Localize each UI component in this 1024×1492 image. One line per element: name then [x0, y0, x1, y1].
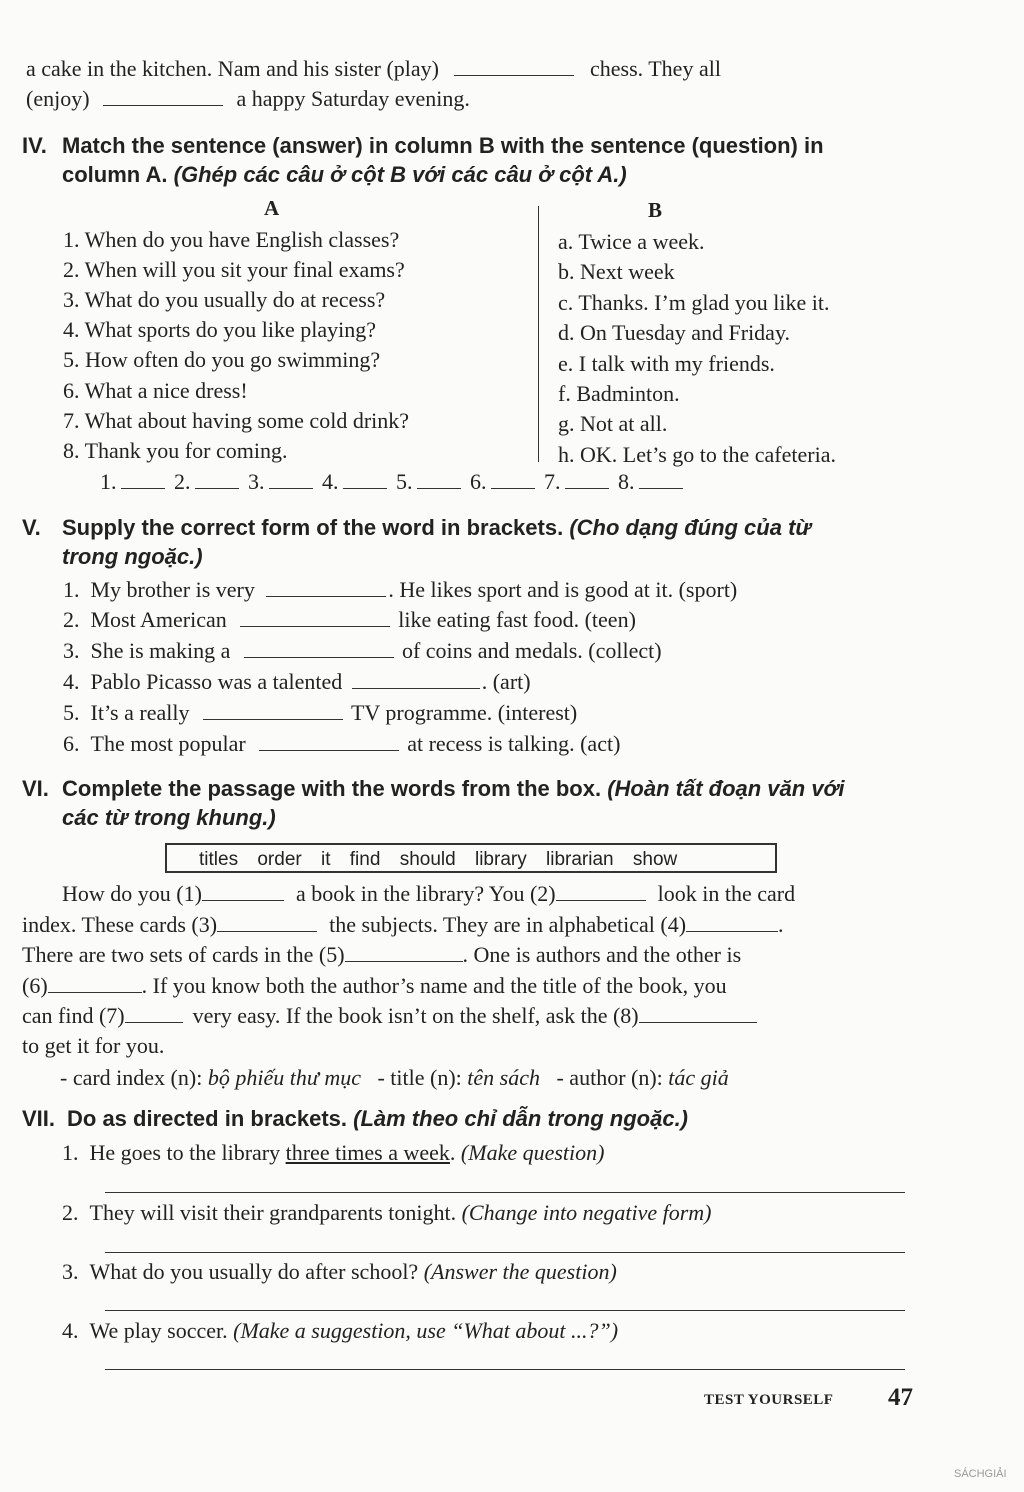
intro-line-2: (enjoy) a happy Saturday evening. [26, 86, 470, 111]
section-vi-heading: VI. Complete the passage with the words from the box. (Hoàn tất đoạn văn với các từ trong khung.) [22, 776, 845, 830]
answer-blank[interactable] [491, 470, 535, 489]
blank[interactable] [202, 882, 284, 901]
passage-line: index. These cards (3) the subjects. They are in alphabetical (4) . [22, 912, 784, 937]
box-word: titles [199, 849, 239, 870]
box-word: library [474, 849, 527, 870]
blank[interactable] [345, 943, 463, 962]
passage-line: to get it for you. [22, 1033, 165, 1058]
blank[interactable] [454, 57, 574, 76]
answer-line[interactable] [105, 1252, 905, 1253]
blank[interactable] [240, 608, 390, 627]
b-item: a. Twice a week. [558, 229, 705, 254]
intro-line-1: a cake in the kitchen. Nam and his sister (play) chess. They all [26, 56, 721, 81]
blank[interactable] [266, 578, 386, 597]
a-item: 2. When will you sit your final exams? [63, 257, 405, 282]
box-word: find [349, 849, 381, 870]
answer-blank[interactable] [565, 470, 609, 489]
box-word: order [257, 849, 302, 870]
word-form-item: 3. She is making a of coins and medals. (collect) [63, 638, 662, 663]
answer-blank[interactable] [343, 470, 387, 489]
column-a-header: A [264, 196, 280, 220]
directed-item: 4. We play soccer. (Make a suggestion, use “What about ...?”) [62, 1318, 619, 1343]
b-item: b. Next week [558, 259, 675, 284]
directed-item: 1. He goes to the library three times a week. (Make question) [62, 1140, 605, 1165]
word-form-item: 2. Most American like eating fast food. (teen) [63, 607, 636, 632]
section-vii-heading: VII. Do as directed in brackets. (Làm theo chỉ dẫn trong ngoặc.) [22, 1106, 689, 1131]
a-item: 7. What about having some cold drink? [63, 408, 410, 433]
a-item: 1. When do you have English classes? [63, 227, 400, 252]
word-box [165, 843, 777, 873]
section-iv-heading: IV. Match the sentence (answer) in column B with the sentence (question) in column A. (Ghép các câu ở cột B với các câu ở cột A.) [22, 133, 824, 187]
a-item: 6. What a nice dress! [63, 378, 248, 403]
box-word: should [399, 849, 456, 870]
footer-label: TEST YOURSELF [704, 1392, 834, 1408]
box-word: librarian [546, 849, 614, 870]
box-word: show [632, 849, 678, 870]
a-item: 5. How often do you go swimming? [63, 347, 381, 372]
b-item: h. OK. Let’s go to the cafeteria. [558, 442, 836, 467]
section-v-heading: V. Supply the correct form of the word in brackets. (Cho dạng đúng của từ trong ngoặc.) [22, 515, 812, 569]
blank[interactable] [556, 882, 646, 901]
word-form-item: 5. It’s a really TV programme. (interest) [63, 700, 578, 725]
blank[interactable] [639, 1004, 757, 1023]
blank[interactable] [103, 87, 223, 106]
b-item: d. On Tuesday and Friday. [558, 320, 791, 345]
page-number: 47 [888, 1384, 913, 1411]
passage-line: (6) . If you know both the author’s name and the title of the book, you [22, 973, 727, 998]
blank[interactable] [259, 732, 399, 751]
blank[interactable] [217, 913, 317, 932]
blank[interactable] [352, 670, 480, 689]
blank[interactable] [48, 974, 142, 993]
passage-line: can find (7) very easy. If the book isn’t on the shelf, ask the (8) [22, 1002, 757, 1030]
directed-item: 2. They will visit their grandparents tonight. (Change into negative form) [62, 1200, 712, 1225]
blank[interactable] [244, 639, 394, 658]
answer-blank[interactable] [417, 470, 461, 489]
b-item: f. Badminton. [558, 381, 680, 406]
box-word: it [321, 849, 331, 870]
passage-line: There are two sets of cards in the (5) . One is authors and the other is [22, 942, 742, 967]
a-item: 4. What sports do you like playing? [63, 317, 377, 342]
blank[interactable] [686, 913, 778, 932]
a-item: 3. What do you usually do at recess? [63, 287, 386, 312]
answer-line[interactable] [105, 1369, 905, 1370]
watermark: SÁCHGIẢI [954, 1468, 1007, 1480]
answer-row: 1. 2. 3. 4. 5. 6. 7. 8. [100, 468, 687, 496]
b-item: e. I talk with my friends. [558, 351, 775, 376]
answer-blank[interactable] [121, 470, 165, 489]
directed-item: 3. What do you usually do after school? (Answer the question) [62, 1259, 617, 1284]
answer-blank[interactable] [195, 470, 239, 489]
column-divider [538, 206, 539, 462]
column-b-header: B [648, 198, 663, 222]
word-form-item: 4. Pablo Picasso was a talented . (art) [63, 669, 531, 694]
answer-line[interactable] [105, 1310, 905, 1311]
blank[interactable] [125, 1004, 183, 1023]
b-item: g. Not at all. [558, 411, 668, 436]
word-form-item: 6. The most popular at recess is talking. (act) [63, 731, 621, 756]
passage-line: How do you (1) a book in the library? You (2) look in the card [62, 881, 796, 906]
word-form-item: 1. My brother is very . He likes sport and is good at it. (sport) [63, 577, 738, 602]
answer-blank[interactable] [269, 470, 313, 489]
answer-blank[interactable] [639, 470, 683, 489]
blank[interactable] [203, 701, 343, 720]
a-item: 8. Thank you for coming. [63, 438, 288, 463]
answer-line[interactable] [105, 1192, 905, 1193]
b-item: c. Thanks. I’m glad you like it. [558, 290, 830, 315]
glossary-line: - card index (n): bộ phiếu thư mục - title (n): tên sách - author (n): tác giả [60, 1065, 729, 1090]
